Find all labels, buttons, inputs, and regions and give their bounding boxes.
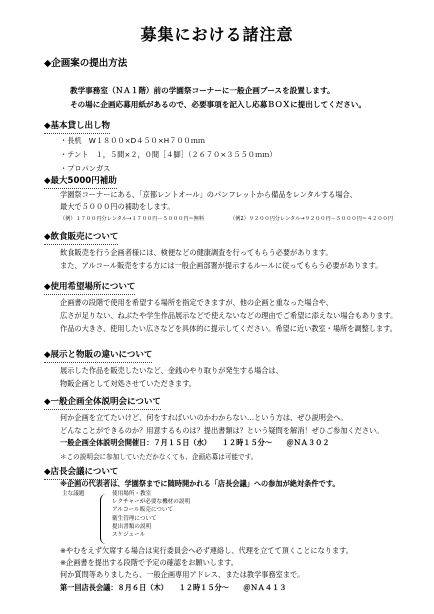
- managers-meeting-notes: [60, 545, 353, 581]
- location-line: 企画書の段階で使用を希望する場所を指定できますが、他の企画と重なった場合や、: [60, 298, 333, 307]
- submission-text: [70, 84, 366, 112]
- section-heading-rentals: ◆基本貸し出し物: [44, 121, 110, 134]
- food-line: 飲食販売を行う企画者様には、検便などの健康調査を行ってもらう必要があります。: [60, 248, 333, 257]
- topics-brace: [100, 494, 109, 544]
- first-meeting-schedule: 第一回店長会議：８月６日（木） １２時１５分～ ＠ＮＡ４１３: [60, 583, 287, 592]
- submission-line: その場に企画応募用紙があるので、必要事項を記入し応募ＢＯＸに提出してください。: [70, 100, 366, 109]
- topics-label: 主な議題: [62, 491, 85, 497]
- managers-meeting-note: ※企画書を提出する段階で予定の確認をお願いします。: [60, 558, 238, 567]
- location-line: 広さが足りない、ねぶたや学生作品展示などで使えないなどの理由でご希望に添えない場合もあります。: [60, 311, 398, 320]
- topics-list: [112, 490, 190, 539]
- section-heading-location: ◆使用希望場所について: [44, 282, 135, 295]
- rental-list: [60, 134, 277, 176]
- location-text: [60, 296, 397, 335]
- rental-item: ・テント １，５間×２，０間［４脚］（２６７０×３５５０ｍｍ）: [60, 150, 277, 159]
- section-heading-briefing: ◆一般企画全体説明会について: [44, 397, 161, 410]
- page-title: 募集における諸注意: [140, 25, 294, 44]
- topic-item: 提出書類の説明: [112, 523, 152, 530]
- topic-item: 衛生管理について: [112, 515, 157, 522]
- briefing-line: どんなことができるのか？用意するものは？提出書類は？という疑問を解消！ぜひご参加ください。: [60, 426, 384, 435]
- section-heading-subsidy: ◆最大5000円補助: [44, 176, 117, 189]
- topic-item: レクチャーが必要な機材の説明: [112, 499, 191, 506]
- subsidy-line: 最大で５０００円の補助をします。: [60, 202, 175, 211]
- managers-meeting-requirement: ※企画の代表者は、学園祭までに随時開かれる「店長会議」への参加が絶対条件です。: [60, 479, 340, 488]
- topic-item: アルコール販売について: [112, 507, 174, 514]
- exhibit-line: 展示した作品を販売したいなど、金銭のやり取りが発生する場合は、: [60, 366, 283, 375]
- briefing-note: ＊この説明会に参加していただかなくても、企画応募は可能です。: [60, 453, 258, 461]
- managers-meeting-note: ※やむをえず欠席する場合は実行委員会へ必ず連絡し、代理を立てて頂くことになります。: [60, 546, 353, 555]
- subsidy-example-1: （例）１７００円分レンタル→１７００円－５０００円＝無料: [60, 216, 205, 222]
- food-text: [60, 246, 382, 272]
- briefing-line: 何か企画を立てたいけど、何をすればいいのかわからない…という方は、ぜひ説明会へ。: [60, 413, 348, 422]
- section-heading-submission: ◆企画案の提出方法: [44, 58, 128, 69]
- section-heading-exhibit: ◆展示と物販の違いについて: [44, 350, 152, 363]
- rental-item: ・長机 W１８００×D４５０×H７００ｍｍ: [60, 136, 206, 145]
- topic-item: スケジュール: [112, 532, 146, 539]
- exhibit-text: [60, 364, 283, 390]
- subsidy-example-2: （例2）９２００円分レンタル→９２００円－５０００円＝４２００円: [230, 216, 393, 222]
- managers-meeting-note: 何か質問等ありましたら、一般企画専用アドレス、または教学事務室まで。: [60, 570, 305, 579]
- location-line: 作品の大きさ、使用したい広さなどを具体的に提示してください。希望に近い教室・場所を調整します。: [60, 324, 397, 333]
- section-heading-managers-meeting: ◆店長会議について: [44, 467, 118, 480]
- subsidy-text: [60, 189, 357, 213]
- food-line: また、アルコール販売をする方には一般企画部署が提示するルールに従ってもらう必要があります。: [60, 261, 383, 270]
- exhibit-line: 物販企画として対処させていただきます。: [60, 379, 196, 388]
- topic-item: 使用場所・教室: [112, 491, 152, 497]
- subsidy-line: 学園祭コーナーにある、「京都レントオール」のパンフレットから備品をレンタルする場合、: [60, 190, 357, 199]
- briefing-text: [60, 411, 383, 437]
- submission-line: 教学事務室（ＮＡ１階）前の学園祭コーナーに一般企画ブースを設置します。: [70, 86, 335, 95]
- briefing-schedule: 一般企画全体説明会開催日：７月１５日（水） １２時１５分～ ＠ＮＡ３０２: [60, 438, 330, 447]
- section-heading-food: ◆飲食販売について: [44, 232, 118, 245]
- rental-item: ・プロパンガス: [60, 164, 111, 173]
